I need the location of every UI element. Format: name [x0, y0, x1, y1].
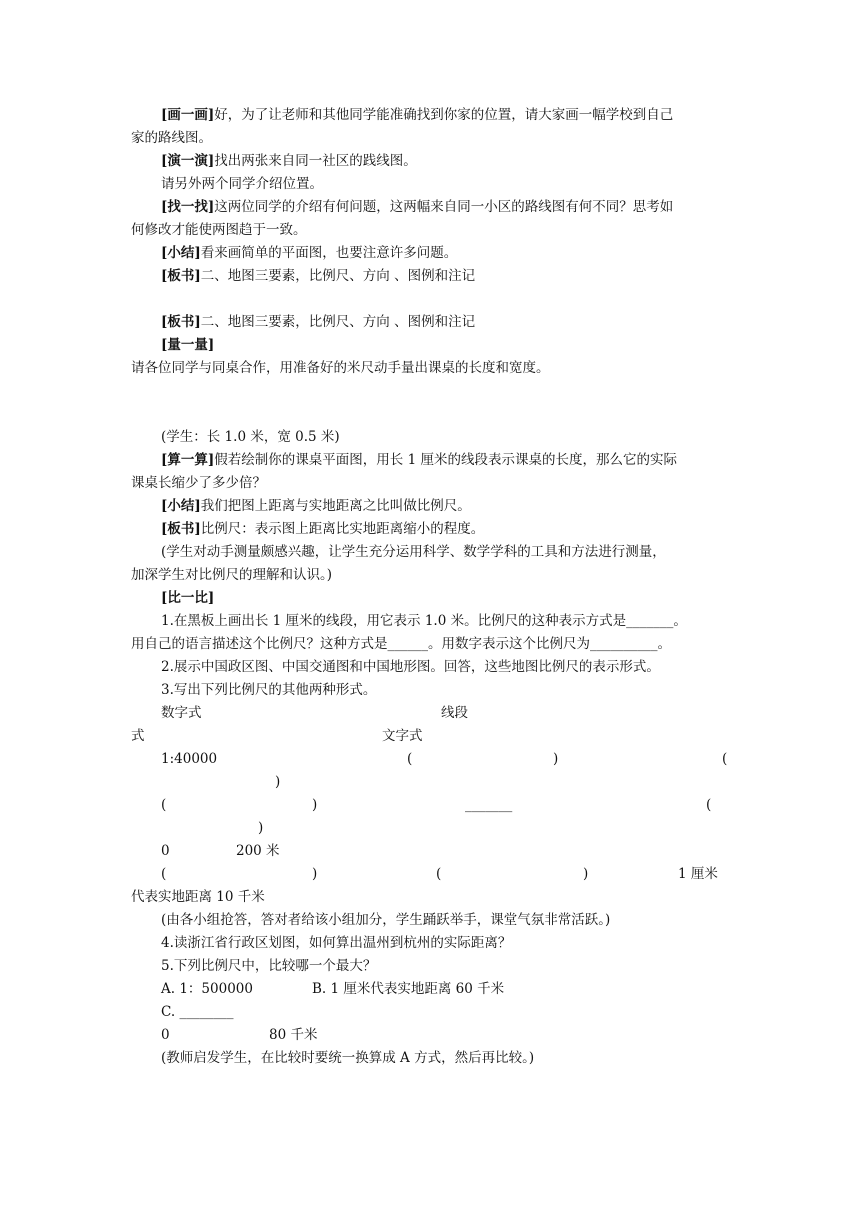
banshu2-text: 二、地图三要素，比例尺、方向 、图例和注记	[200, 314, 476, 330]
row4-paren-open: (	[161, 866, 167, 882]
col-header-shuzi: 数字式	[161, 705, 202, 721]
item1-line-2: 用自己的语言描述这个比例尺？这种方式是______。用数字表示这个比例尺为__________。	[131, 636, 671, 652]
zhaoyizhao-line-2: 何修改才能使两图趋于一致。	[131, 222, 307, 238]
item1-line: 1.在黑板上画出长 1 厘米的线段，用它表示 1.0 米。比例尺的这种表示方式是_______。	[161, 613, 687, 629]
huayihua-text: 好，为了让老师和其他同学能准确找到你家的位置，请大家画一幅学校到自己	[214, 107, 674, 123]
row2-paren-close-2: )	[258, 820, 264, 836]
zhaoyizhao-line	[161, 196, 673, 219]
banshu3-line	[161, 518, 484, 541]
note3-line: (教师启发学生，在比较时要统一换算成 A 方式，然后再比较。)	[161, 1050, 535, 1066]
row2-blank: _______	[465, 797, 513, 813]
row1-paren-open-2: (	[722, 751, 728, 767]
xiaojie2-text: 我们把图上距离与实地距离之比叫做比例尺。	[200, 498, 471, 514]
row1-value: 1:40000	[161, 751, 218, 767]
row1-paren-open: (	[407, 751, 413, 767]
banshu1-line	[161, 265, 475, 288]
biyibi-tag: [比一比]	[161, 590, 215, 606]
col-header-wenzi: 文字式	[382, 728, 423, 744]
xuesheng-line: (学生：长 1.0 米，宽 0.5 米)	[161, 429, 340, 445]
option-c-80: 80 千米	[269, 1027, 318, 1043]
suanyisuan-line-2: 课桌长缩少了多少倍？	[131, 475, 266, 491]
suanyisuan-line	[161, 449, 677, 472]
yanyiyan-text: 找出两张来自同一社区的践线图。	[214, 153, 417, 169]
yanyiyan-tag: [演一演]	[161, 153, 215, 169]
xiaojie1-tag: [小结]	[161, 245, 201, 261]
option-c-blank: ________	[179, 1004, 234, 1020]
row3-zero: 0	[161, 843, 170, 859]
row4-paren-close-2: )	[583, 866, 589, 882]
huayihua-line-2: 家的路线图。	[131, 130, 212, 146]
huayihua-line	[161, 104, 673, 127]
zhaoyizhao-tag: [找一找]	[161, 199, 215, 215]
option-c	[161, 1001, 233, 1024]
row2-paren-open: (	[161, 797, 167, 813]
row4-paren-close: )	[312, 866, 318, 882]
item3-line: 3.写出下列比例尺的其他两种形式。	[161, 682, 377, 698]
yanyiyan-line	[161, 150, 417, 173]
xiaojie1-line	[161, 242, 457, 265]
suanyisuan-text: 假若绘制你的课桌平面图，用长 1 厘米的线段表示课桌的长度，那么它的实际	[214, 452, 677, 468]
option-a: A. 1：500000	[161, 981, 253, 997]
row1-paren-close: )	[553, 751, 559, 767]
note1-line-2: 加深学生对比例尺的理解和认识。)	[131, 567, 333, 583]
option-b: B. 1 厘米代表实地距离 60 千米	[312, 981, 505, 997]
zhaoyizhao-text: 这两位同学的介绍有何问题，这两幅来自同一小区的路线图有何不同？思考如	[214, 199, 674, 215]
option-c-label: C.	[161, 1004, 176, 1020]
row2-paren-close: )	[312, 797, 318, 813]
row4-text: 代表实地距离 10 千米	[131, 889, 265, 905]
banshu3-tag: [板书]	[161, 521, 201, 537]
col-header-shi: 式	[131, 728, 145, 744]
qing-line: 请另外两个同学介绍位置。	[161, 176, 323, 192]
xiaojie2-line	[161, 495, 471, 518]
banshu2-line	[161, 311, 475, 334]
row1-paren-close-2: )	[275, 774, 281, 790]
row4-paren-open-2: (	[436, 866, 442, 882]
option-c-zero: 0	[161, 1027, 170, 1043]
xiaojie1-text: 看来画简单的平面图，也要注意许多问题。	[200, 245, 458, 261]
huayihua-tag: [画一画]	[161, 107, 215, 123]
item4-line: 4.读浙江省行政区划图，如何算出温州到杭州的实际距离？	[161, 935, 512, 951]
banshu1-tag: [板书]	[161, 268, 201, 284]
item2-line: 2.展示中国政区图、中国交通图和中国地形图。回答，这些地图比例尺的表示形式。	[161, 659, 660, 675]
row4-right: 1 厘米	[678, 866, 718, 882]
note1-line: (学生对动手测量颇感兴趣，让学生充分运用科学、数学学科的工具和方法进行测量，	[161, 544, 666, 560]
banshu2-tag: [板书]	[161, 314, 201, 330]
row2-paren-open-2: (	[706, 797, 712, 813]
xiaojie2-tag: [小结]	[161, 498, 201, 514]
banshu3-text: 比例尺：表示图上距离比实地距离缩小的程度。	[200, 521, 485, 537]
row3-200: 200 米	[236, 843, 280, 859]
col-header-xianduan: 线段	[441, 705, 468, 721]
suanyisuan-tag: [算一算]	[161, 452, 215, 468]
liangyiliang-text: 请各位同学与同桌合作，用准备好的米尺动手量出课桌的长度和宽度。	[131, 360, 550, 376]
item5-line: 5.下列比例尺中，比较哪一个最大？	[161, 958, 377, 974]
note2-line: (由各小组抢答，答对者给该小组加分，学生踊跃举手，课堂气氛非常活跃。)	[161, 912, 611, 928]
liangyiliang-tag: [量一量]	[161, 337, 215, 353]
banshu1-text: 二、地图三要素，比例尺、方向 、图例和注记	[200, 268, 476, 284]
